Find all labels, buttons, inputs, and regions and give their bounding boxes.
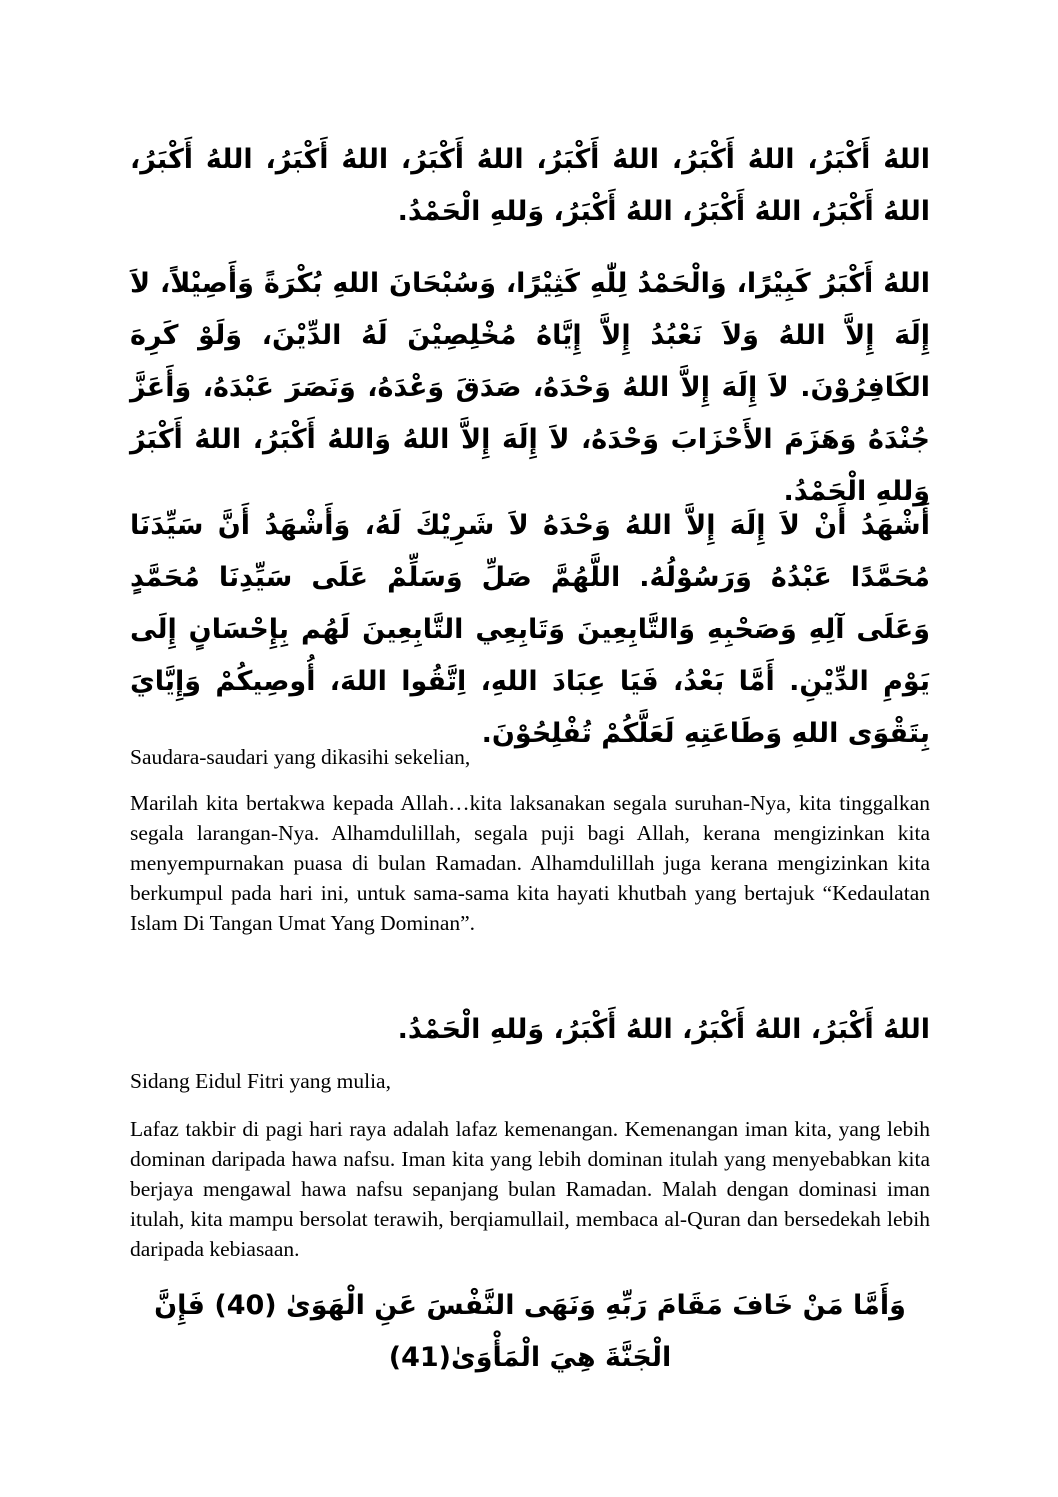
paragraph-1-block	[130, 788, 930, 938]
paragraph-1-text: Marilah kita bertakwa kepada Allah…kita laksanakan segala suruhan-Nya, kita tinggalkan segala larangan-Nya. Alhamdulillah, segala puji bagi Allah, kerana mengizinkan kita menyempurnakan puasa di bulan Ramadan. Alhamdulillah juga kerana mengizinkan kita berkumpul pada hari ini, untuk sama-sama kita hayati khutbah yang bertajuk “Kedaulatan Islam Di Tangan Umat Yang Dominan”.	[130, 791, 930, 935]
quran-verse-text: وَأَمَّا مَنْ خَافَ مَقَامَ رَبِّهِ وَنَهَى النَّفْسَ عَنِ الْهَوَىٰ (40) فَإِنَّ الْجَنَّةَ هِيَ الْمَأْوَىٰ(41)	[154, 1290, 906, 1373]
greeting-2-block	[130, 1066, 930, 1096]
paragraph-2-text: Lafaz takbir di pagi hari raya adalah lafaz kemenangan. Kemenangan iman kita, yang lebih dominan daripada hawa nafsu. Iman kita yang lebih dominan itulah yang menyebabkan kita berjaya mengawal hawa nafsu sepanjang bulan Ramadan. Malah dengan dominasi iman itulah, kita mampu bersolat terawih, berqiamullail, membaca al-Quran dan bersedekah lebih daripada kebiasaan.	[130, 1117, 930, 1261]
greeting-1-text: Saudara-saudari yang dikasihi sekelian,	[130, 745, 471, 769]
greeting-1-block	[130, 742, 930, 772]
tahmid-block	[130, 258, 930, 528]
quran-verse-block	[130, 1280, 930, 1394]
greeting-2-text: Sidang Eidul Fitri yang mulia,	[130, 1069, 391, 1093]
takbir-opening-block	[130, 134, 930, 248]
takbir-opening-text: اللهُ أَكْبَرُ، اللهُ أَكْبَرُ، اللهُ أَكْبَرُ، اللهُ أَكْبَرُ، اللهُ أَكْبَرُ، اللهُ أَكْبَرُ، اللهُ أَكْبَرُ، اللهُ أَكْبَرُ، اللهُ أَكْبَرُ، وَللهِ الْحَمْدُ.	[130, 144, 930, 227]
tahmid-text: اللهُ أَكْبَرُ كَبِيْرًا، وَالْحَمْدُ لِلّٰهِ كَثِيْرًا، وَسُبْحَانَ اللهِ بُكْرَةً وَأَصِيْلاً، لاَ إِلَهَ إِلاَّ اللهُ وَلاَ نَعْبُدُ إِلاَّ إِيَّاهُ مُخْلِصِيْنَ لَهُ الدِّيْنَ، وَلَوْ كَرِهَ الكَافِرُوْنَ. لاَ إِلَهَ إِلاَّ اللهُ وَحْدَهُ، صَدَقَ وَعْدَهُ، وَنَصَرَ عَبْدَهُ، وَأَعَزَّ جُنْدَهُ وَهَزَمَ الأَحْزَابَ وَحْدَهُ، لاَ إِلَهَ إِلاَّ اللهُ وَاللهُ أَكْبَرُ، اللهُ أَكْبَرُ وَللهِ الْحَمْدُ.	[130, 268, 930, 507]
takbir-short-text: اللهُ أَكْبَرُ، اللهُ أَكْبَرُ، اللهُ أَكْبَرُ، وَللهِ الْحَمْدُ.	[397, 1014, 930, 1045]
syahadah-text: أَشْهَدُ أَنْ لاَ إِلَهَ إِلاَّ اللهُ وَحْدَهُ لاَ شَرِيْكَ لَهُ، وَأَشْهَدُ أَنَّ سَيِّدَنَا مُحَمَّدًا عَبْدُهُ وَرَسُوْلُهُ. اللَّهُمَّ صَلِّ وَسَلِّمْ عَلَى سَيِّدِنَا مُحَمَّدٍ وَعَلَى آلِهِ وَصَحْبِهِ وَالتَّابِعِينَ وَتَابِعِي التَّابِعِينَ لَهُم بِإِحْسَانٍ إِلَى يَوْمِ الدِّيْنِ. أَمَّا بَعْدُ، فَيَا عِبَادَ اللهِ، اِتَّقُوا اللهَ، أُوصِيكُمْ وَإِيَّايَ بِتَقْوَى اللهِ وَطَاعَتِهِ لَعَلَّكُمْ تُفْلِحُوْنَ.	[130, 510, 930, 749]
paragraph-2-block	[130, 1114, 930, 1264]
syahadah-block	[130, 500, 930, 770]
takbir-short-block	[130, 1004, 930, 1056]
